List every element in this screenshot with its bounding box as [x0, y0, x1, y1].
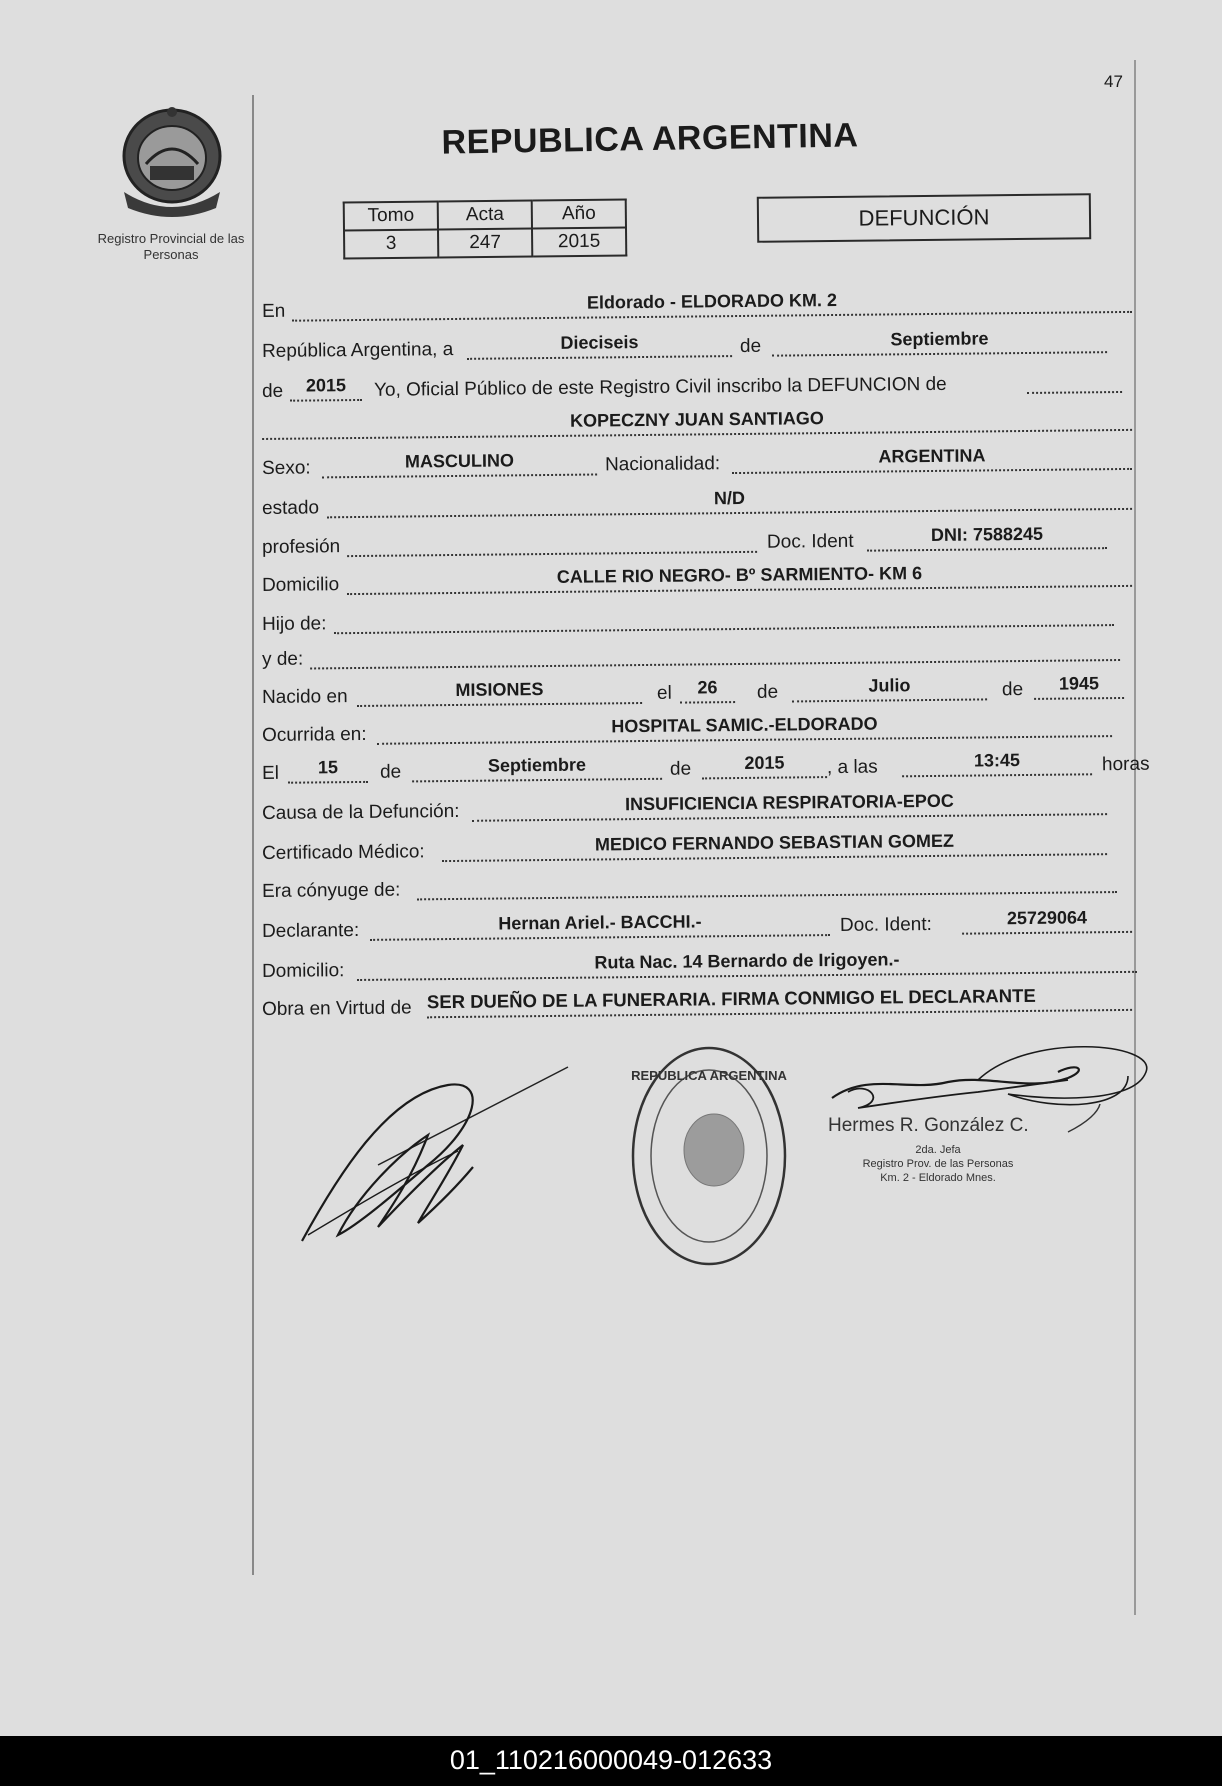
anio-header: Año — [532, 200, 626, 229]
conyuge-field — [417, 865, 1117, 900]
mes-field: Septiembre — [772, 325, 1107, 357]
acta-header: Acta — [438, 201, 532, 230]
ocurrida-field: HOSPITAL SAMIC.-ELDORADO — [377, 709, 1112, 745]
conyuge-label: Era cónyuge de: — [261, 879, 401, 902]
obra-field: SER DUEÑO DE LA FUNERARIA. FIRMA CONMIGO EL DECLARANTE — [427, 983, 1132, 1018]
nacido-en-label: Nacido en — [261, 686, 348, 708]
inscripcion-statement: Yo, Oficial Público de este Registro Civil inscribo la DEFUNCION de — [373, 373, 947, 401]
row-en — [262, 283, 1137, 326]
nacido-anio-field: 1945 — [1034, 671, 1124, 700]
sexo-label: Sexo: — [261, 457, 311, 479]
record-number-table — [343, 199, 628, 260]
de-label: de — [739, 335, 762, 357]
official-stamp — [624, 1040, 794, 1272]
doc-ident-label: Doc. Ident — [766, 530, 854, 553]
record-type-box: DEFUNCIÓN — [757, 193, 1091, 242]
row-anio — [262, 363, 1137, 406]
nacido-dia-field: 26 — [680, 675, 735, 704]
row-fecha-defuncion — [261, 745, 1150, 788]
official-title-line1: 2da. Jefa — [915, 1144, 961, 1156]
domicilio-field: CALLE RIO NEGRO- Bº SARMIENTO- KM 6 — [347, 559, 1132, 595]
certificado-label: Certificado Médico: — [261, 841, 425, 864]
declarante-label: Declarante: — [261, 919, 360, 942]
defuncion-de2-label: de — [669, 758, 692, 780]
declarante-doc-field: 25729064 — [962, 905, 1132, 935]
defuncion-anio-field: 2015 — [702, 750, 827, 779]
nacido-el-label: el — [656, 682, 672, 704]
row-nacido — [262, 669, 1137, 712]
page-number: 47 — [1104, 72, 1123, 91]
a-las-label: , a las — [826, 756, 878, 779]
row-causa — [262, 785, 1137, 828]
row-conyuge — [262, 863, 1137, 906]
profesion-label: profesión — [261, 536, 341, 558]
defuncion-mes-field: Septiembre — [412, 752, 662, 783]
en-field: Eldorado - ELDORADO KM. 2 — [292, 285, 1132, 322]
row-estado — [262, 480, 1137, 523]
domicilio-declarante-label: Domicilio: — [261, 960, 345, 982]
ocurrida-label: Ocurrida en: — [261, 723, 367, 746]
row-obra — [262, 981, 1137, 1024]
declarant-signature — [298, 1055, 588, 1247]
estado-label: estado — [261, 497, 320, 519]
page-title: REPUBLICA ARGENTINA — [441, 116, 859, 162]
row-nombre — [262, 401, 1137, 444]
tomo-header: Tomo — [344, 201, 438, 230]
registry-label: Registro Provincial de las Personas — [97, 231, 245, 262]
nombre-field: KOPECZNY JUAN SANTIAGO — [262, 403, 1132, 440]
row-declarante — [262, 903, 1137, 946]
causa-field: INSUFICIENCIA RESPIRATORIA-EPOC — [472, 787, 1107, 822]
de-anio-label: de — [261, 380, 284, 402]
anio-continuation-field — [1027, 365, 1122, 394]
file-id: 01_110216000049-012633 — [449, 1745, 773, 1775]
defuncion-hora-field: 13:45 — [902, 747, 1092, 777]
official-name: Hermes R. González C. — [828, 1115, 1029, 1136]
sexo-field: MASCULINO — [322, 447, 597, 478]
nacido-de-label: de — [756, 681, 779, 703]
y-de-label: y de: — [261, 648, 304, 670]
obra-label: Obra en Virtud de — [261, 997, 412, 1020]
domicilio-declarante-field: Ruta Nac. 14 Bernardo de Irigoyen.- — [357, 945, 1137, 981]
causa-label: Causa de la Defunción: — [261, 800, 460, 824]
defuncion-dia-field: 15 — [288, 755, 368, 784]
row-fecha — [262, 323, 1137, 366]
nacionalidad-label: Nacionalidad: — [604, 453, 721, 476]
row-sexo — [262, 440, 1137, 483]
y-de-field — [310, 633, 1120, 669]
en-label: En — [261, 300, 286, 322]
profesion-field — [347, 525, 757, 557]
misiones-seal-icon — [116, 104, 228, 220]
declarante-field: Hernan Ariel.- BACCHI.- — [370, 908, 830, 941]
nacionalidad-field: ARGENTINA — [732, 442, 1132, 474]
domicilio-label: Domicilio — [261, 574, 340, 596]
el-label: El — [261, 762, 280, 784]
defuncion-de-label: de — [379, 761, 402, 783]
nacido-de2-label: de — [1001, 679, 1024, 701]
doc-ident-field: DNI: 7588245 — [867, 521, 1107, 552]
row-profesion — [262, 519, 1137, 562]
dia-field: Dieciseis — [467, 329, 732, 360]
tomo-value: 3 — [344, 229, 438, 258]
hijo-de-field — [334, 598, 1114, 634]
official-title-line2: Registro Prov. de las Personas — [862, 1158, 1014, 1170]
estado-field: N/D — [327, 482, 1132, 518]
certificado-field: MEDICO FERNANDO SEBASTIAN GOMEZ — [442, 827, 1107, 862]
official-title-line3: Km. 2 - Eldorado Mnes. — [880, 1172, 996, 1184]
anio-field: 2015 — [290, 373, 362, 402]
anio-value: 2015 — [532, 228, 626, 257]
row-ocurrida — [262, 707, 1137, 750]
horas-label: horas — [1101, 753, 1150, 776]
declarante-doc-label: Doc. Ident: — [839, 913, 932, 936]
row-certificado — [262, 825, 1137, 868]
row-domicilio-declarante — [262, 943, 1137, 986]
acta-value: 247 — [438, 229, 532, 258]
left-margin-rule — [252, 95, 254, 1575]
row-domicilio — [262, 557, 1137, 600]
stamp-text: REPUBLICA ARGENTINA — [631, 1068, 787, 1083]
official-title — [838, 1143, 1038, 1185]
nacido-mes-field: Julio — [792, 672, 987, 702]
nacido-lugar-field: MISIONES — [357, 676, 642, 707]
hijo-de-label: Hijo de: — [261, 613, 327, 635]
republica-label: República Argentina, a — [261, 338, 454, 362]
